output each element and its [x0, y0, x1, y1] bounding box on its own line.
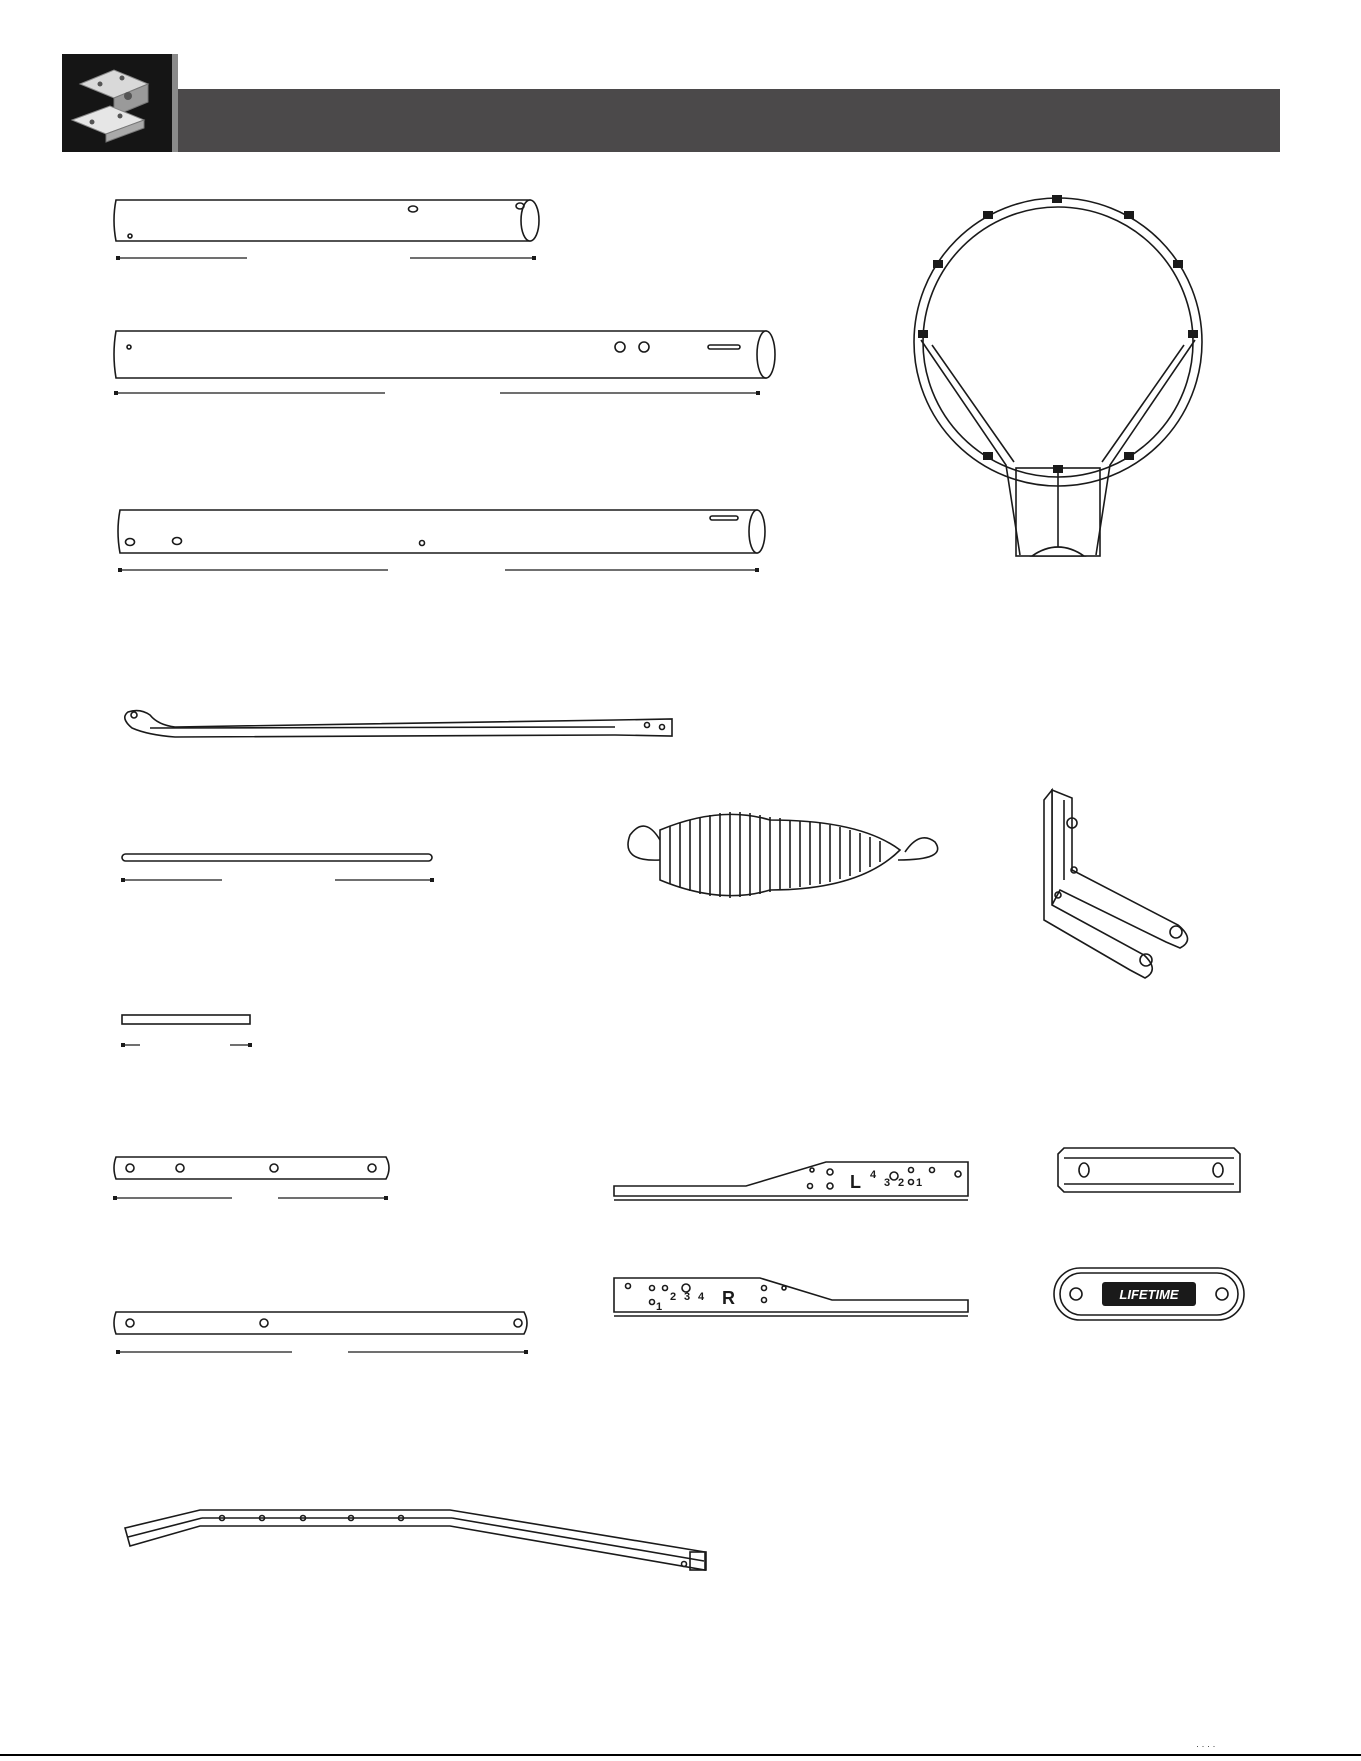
- brace-hole-number: 4: [698, 1291, 705, 1303]
- footer-rule: [0, 1754, 1361, 1756]
- short-bar-part: [121, 1015, 252, 1047]
- brace-hole-number: 3: [684, 1291, 691, 1303]
- brace-hole-number: 3: [884, 1177, 891, 1189]
- brace-side-letter-right: R: [722, 1288, 735, 1308]
- brace-hole-number: 1: [656, 1301, 663, 1313]
- brace-hole-number: 2: [670, 1291, 677, 1303]
- brace-hole-number: 1: [916, 1177, 923, 1189]
- short-strap-part: [113, 1157, 389, 1200]
- long-strap-part: [114, 1312, 528, 1354]
- right-backboard-brace-part: [614, 1278, 968, 1316]
- brace-hole-number: 4: [870, 1169, 877, 1181]
- bent-square-tube-part: [125, 1510, 706, 1570]
- left-backboard-brace-part: [614, 1162, 968, 1200]
- lifetime-logo: LIFETIME: [1119, 1287, 1179, 1302]
- channel-plate-part: [1058, 1148, 1240, 1192]
- logo-plate-part: [1054, 1268, 1244, 1320]
- basketball-rim-part: [914, 195, 1202, 556]
- long-slotted-tube-part: [114, 331, 775, 395]
- brace-side-letter-left: L: [850, 1172, 861, 1192]
- extension-spring-part: [628, 812, 938, 898]
- thin-rod-part: [121, 854, 434, 882]
- long-holed-tube-part: [118, 510, 765, 572]
- brace-arm-part: [125, 711, 672, 737]
- page-marks: · · · ·: [1196, 1741, 1216, 1751]
- brace-hole-number: 2: [898, 1177, 905, 1189]
- short-tube-part: [114, 200, 539, 260]
- angle-bracket-part: [1044, 790, 1188, 978]
